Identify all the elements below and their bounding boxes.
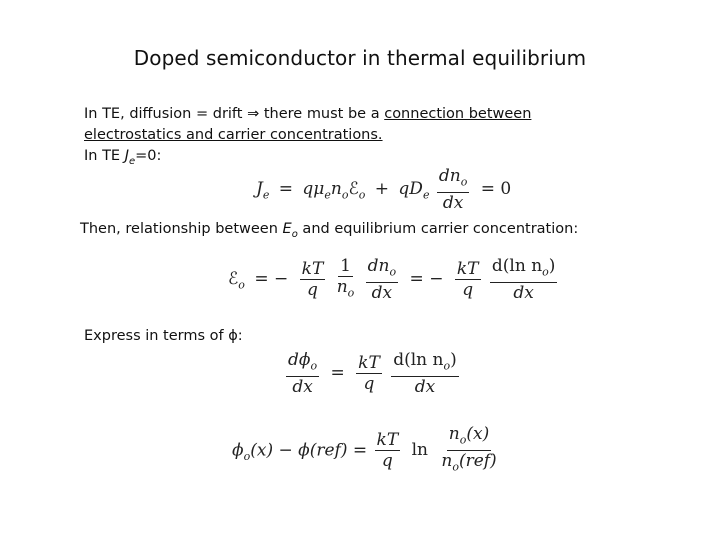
- eq-num: n: [448, 424, 460, 444]
- eq-den: dx: [513, 283, 534, 304]
- eq-num: ): [548, 256, 556, 276]
- eq-subscript: o: [243, 449, 251, 463]
- eq-den: dx: [442, 193, 464, 214]
- eq-den: q: [363, 374, 375, 395]
- eq-subscript: o: [542, 265, 549, 279]
- eq-subscript: o: [358, 188, 366, 202]
- eq-subscript: o: [460, 175, 468, 189]
- implies-arrow: ⇒: [247, 106, 260, 122]
- text-segment: Then, relationship between: [80, 221, 283, 237]
- eq-symbol: qD: [398, 179, 423, 200]
- text-segment: In TE, diffusion = drift: [84, 106, 248, 122]
- paragraph-te-diffusion: [84, 104, 531, 172]
- eq-fraction: [356, 353, 382, 394]
- underlined-text: electrostatics and carrier concentrations.: [84, 127, 383, 143]
- eq-operator: = −: [409, 269, 444, 290]
- eq-fraction: [391, 350, 459, 397]
- paragraph-relationship: [80, 219, 578, 245]
- eq-fraction: [490, 256, 558, 303]
- eq-subscript: e: [422, 188, 430, 202]
- eq-den: dx: [414, 377, 436, 398]
- eq-fraction: [335, 256, 357, 303]
- subscript: e: [129, 155, 136, 167]
- eq-subscript: o: [238, 278, 245, 292]
- eq-num: 1: [340, 256, 351, 276]
- text-segment: In TE: [84, 148, 125, 164]
- eq-num: dϕ: [288, 350, 311, 370]
- te-line: [84, 148, 162, 167]
- paragraph-express: Express in terms of ϕ:: [84, 328, 243, 344]
- eq-num: kT: [358, 353, 380, 374]
- equation-field: [228, 256, 559, 303]
- eq-operator: ln: [411, 440, 428, 461]
- eq-num: dn: [367, 256, 390, 276]
- eq-subscript: e: [262, 188, 270, 202]
- eq-fraction: [366, 256, 398, 303]
- eq-operator: = −: [254, 269, 289, 290]
- eq-subscript: o: [310, 359, 318, 373]
- eq-subscript: o: [459, 433, 467, 447]
- eq-operator: =: [278, 179, 293, 200]
- eq-symbol: ℰ: [228, 269, 239, 290]
- eq-fraction: [375, 430, 401, 471]
- eq-num: dn: [438, 166, 461, 186]
- text-segment: and equilibrium carrier concentration:: [297, 221, 579, 237]
- subscript: o: [291, 228, 298, 240]
- eq-subscript: o: [443, 359, 451, 373]
- text-segment: =0:: [135, 148, 162, 164]
- eq-operator: =: [330, 363, 345, 384]
- current-symbol: J: [124, 148, 129, 164]
- eq-subscript: o: [389, 265, 397, 279]
- equation-current-density: [256, 166, 515, 213]
- eq-den: (ref): [458, 451, 497, 472]
- eq-symbol: qμ: [302, 179, 325, 200]
- eq-num: kT: [301, 259, 324, 280]
- eq-subscript: o: [347, 286, 355, 300]
- eq-fraction: [300, 259, 326, 300]
- eq-num: ): [450, 350, 457, 370]
- page-title: Doped semiconductor in thermal equilibrium: [133, 46, 587, 70]
- eq-operator: +: [374, 179, 390, 200]
- eq-num: (x): [466, 424, 490, 444]
- eq-fraction: [286, 350, 319, 397]
- field-symbol: E: [282, 221, 292, 237]
- eq-fraction: [437, 166, 469, 213]
- eq-den: q: [381, 451, 393, 472]
- eq-subscript: o: [452, 460, 459, 474]
- eq-num: kT: [376, 430, 399, 451]
- eq-num: d(ln n: [393, 350, 444, 370]
- eq-symbol: J: [256, 179, 263, 200]
- eq-fraction: [439, 424, 498, 478]
- eq-operator: = 0: [480, 179, 512, 200]
- eq-den: q: [307, 280, 318, 301]
- eq-den: q: [462, 280, 474, 301]
- eq-symbol: ϕ: [232, 440, 244, 461]
- eq-den: dx: [292, 377, 313, 398]
- eq-symbol: (x) − ϕ(ref) =: [250, 440, 368, 461]
- eq-symbol: ℰ: [348, 179, 359, 200]
- eq-subscript: o: [341, 188, 349, 202]
- eq-den: dx: [371, 283, 393, 304]
- eq-fraction: [455, 259, 481, 300]
- equation-potential-gradient: [284, 350, 461, 397]
- eq-den: n: [336, 277, 348, 297]
- eq-num: d(ln n: [491, 256, 543, 276]
- eq-symbol: n: [330, 179, 342, 200]
- text-segment: there must be a: [259, 106, 385, 122]
- equation-potential-difference: [232, 424, 501, 478]
- eq-den: n: [441, 451, 453, 472]
- eq-subscript: e: [324, 188, 331, 202]
- eq-num: kT: [456, 259, 479, 280]
- underlined-text: connection between: [384, 106, 532, 122]
